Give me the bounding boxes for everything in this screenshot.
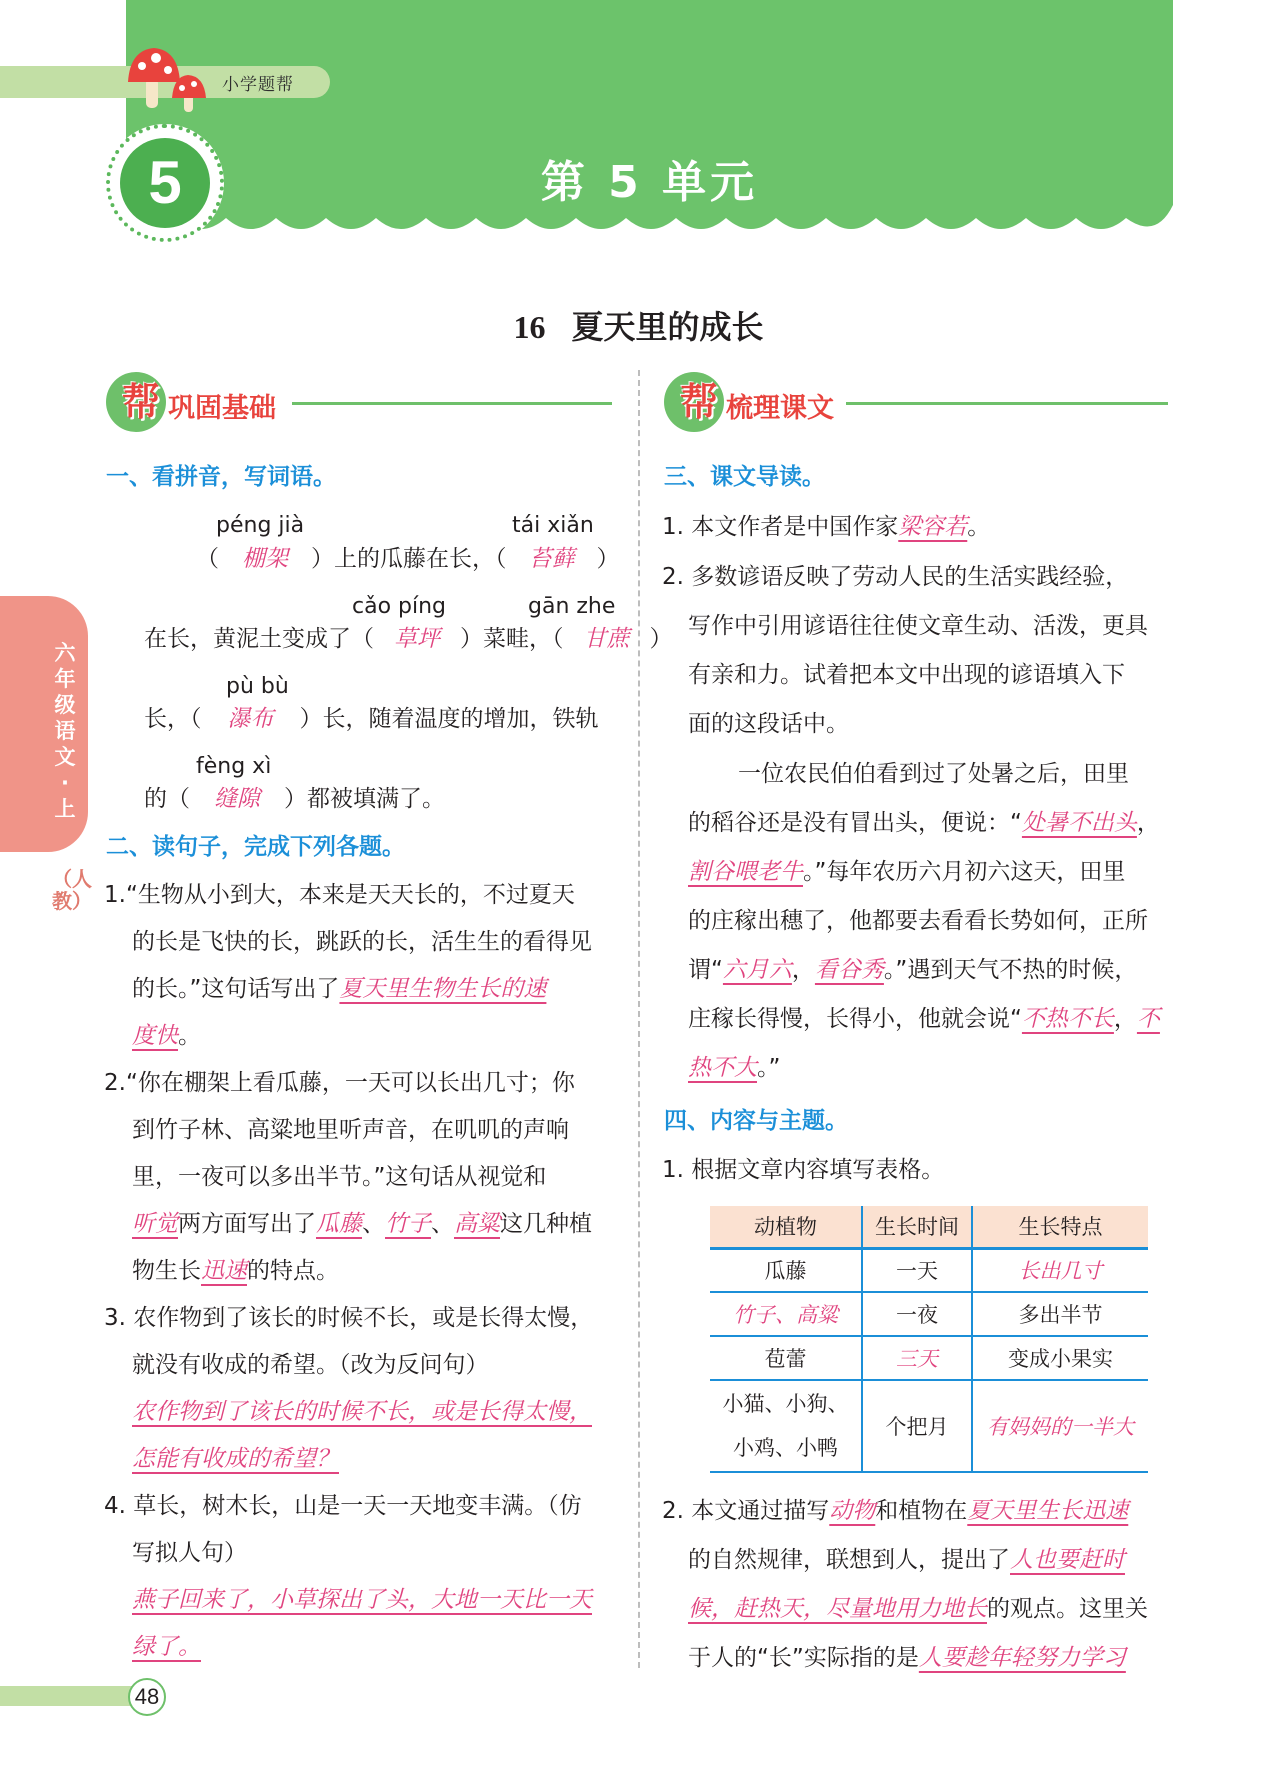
brand-name: 小学题帮 — [222, 75, 294, 95]
section-header-basics — [106, 372, 612, 428]
q4-item-2-line: 2. 本文通过描写动物和植物在夏天里生长迅速 — [662, 1498, 1129, 1524]
passage-line: 割谷喂老牛。”每年农历六月初六这天，田里 — [688, 859, 1126, 885]
answer: 割谷喂老牛 — [688, 859, 803, 885]
passage-line: 的庄稼出穗了，他都要去看看长势如何，正所 — [688, 908, 1148, 934]
section-title: 梳理课文 — [726, 393, 834, 424]
question-2-title: 二、读句子，完成下列各题。 — [106, 834, 405, 860]
q2-item-3-line: 3. 农作物到了该长的时候不长，或是长得太慢， — [104, 1305, 594, 1331]
q2-item-3-answer: 怎能有收成的希望？ — [132, 1446, 339, 1472]
pinyin: fèng xì — [196, 754, 272, 779]
passage-line: 热不大。” — [688, 1055, 781, 1081]
answer: 梁容若 — [898, 514, 968, 540]
q3-item-2-line: 写作中引用谚语往往使文章生动、活泼，更具 — [688, 613, 1148, 639]
answer: 高粱 — [454, 1211, 500, 1237]
q4-item-2-line: 的自然规律，联想到人，提出了人也要赶时 — [688, 1547, 1125, 1573]
growth-table — [710, 1206, 1148, 1473]
q2-item-1-line: 度快。 — [132, 1023, 201, 1049]
section-header-review — [664, 372, 1168, 428]
answer: 人要趁年轻努力学习 — [918, 1645, 1126, 1671]
table-cell-answer: 长出几寸 — [972, 1248, 1148, 1292]
q2-item-2-line: 物生长迅速的特点。 — [132, 1258, 339, 1284]
table-cell: 一夜 — [862, 1292, 972, 1336]
passage-line: 一位农民伯伯看到过了处暑之后，田里 — [738, 761, 1129, 787]
passage-line: 庄稼长得慢，长得小，他就会说“不热不长，不 — [688, 1006, 1160, 1032]
bang-glyph: 帮 — [122, 380, 161, 424]
answer: 棚架 — [242, 546, 288, 572]
pinyin: tái xiǎn — [512, 513, 594, 538]
answer: 苔藓 — [528, 546, 575, 572]
table-header: 动植物 — [710, 1206, 862, 1248]
section-rule — [846, 402, 1168, 405]
column-divider — [638, 370, 640, 1668]
answer: 候，赶热天，尽量地用力地长 — [688, 1596, 987, 1622]
unit-banner — [126, 0, 1173, 250]
answer: 甘蔗 — [583, 626, 630, 652]
q4-item-2-line: 于人的“长”实际指的是人要趁年轻努力学习 — [688, 1645, 1126, 1671]
answer: 草坪 — [394, 626, 440, 652]
answer: 不 — [1136, 1006, 1160, 1032]
q4-item-2-line: 候，赶热天，尽量地用力地长的观点。这里关 — [688, 1596, 1148, 1622]
mushroom-icon — [126, 44, 216, 116]
table-cell: 多出半节 — [972, 1292, 1148, 1336]
passage-line: 的稻谷还是没有冒出头，便说：“处暑不出头， — [688, 810, 1160, 836]
q2-item-4-answer: 绿了。 — [132, 1634, 201, 1660]
question-1-title: 一、看拼音，写词语。 — [106, 464, 336, 490]
edition-label: （人教） — [52, 867, 92, 913]
q2-item-4-line: 4. 草长，树木长，山是一天一天地变丰满。（仿 — [104, 1493, 582, 1519]
lesson-title — [0, 302, 1277, 348]
answer: 人也要赶时 — [1010, 1547, 1125, 1573]
pinyin: péng jià — [216, 513, 305, 538]
table-header: 生长特点 — [972, 1206, 1148, 1248]
table-cell: 苞蕾 — [710, 1336, 862, 1380]
table-cell: 瓜藤 — [710, 1248, 862, 1292]
q3-item-2-line: 2. 多数谚语反映了劳动人民的生活实践经验， — [662, 564, 1129, 590]
q2-item-4-line: 写拟人句） — [132, 1540, 247, 1566]
header-stripe — [0, 66, 130, 98]
table-cell: 小猫、小狗、 小鸡、小鸭 — [710, 1380, 862, 1472]
lesson-number: 16 — [513, 309, 546, 345]
q3-item-2-line: 有亲和力。试着把本文中出现的谚语填入下 — [688, 662, 1125, 688]
table-cell: 变成小果实 — [972, 1336, 1148, 1380]
answer: 不热不长 — [1021, 1006, 1114, 1032]
answer: 夏天里生物生长的速 — [339, 976, 547, 1002]
table-cell-answer: 有妈妈的一半大 — [972, 1380, 1148, 1472]
lesson-name: 夏天里的成长 — [571, 308, 764, 346]
fill-line-3: 长，（ 瀑布 ）长，随着温度的增加，铁轨 — [144, 706, 599, 732]
answer: 瓜藤 — [316, 1211, 362, 1237]
table-header-row — [710, 1206, 1148, 1248]
table-cell: 个把月 — [862, 1380, 972, 1472]
fill-line-1: （ 棚架 ）上的瓜藤在长，（ 苔藓 ） — [196, 546, 620, 572]
q2-item-2-line: 2.“你在棚架上看瓜藤，一天可以长出几寸；你 — [104, 1070, 575, 1096]
q2-item-2-line: 到竹子林、高粱地里听声音，在叽叽的声响 — [132, 1117, 569, 1143]
q4-item-1: 1. 根据文章内容填写表格。 — [662, 1157, 945, 1183]
answer: 热不大 — [688, 1055, 757, 1081]
answer: 六月六 — [722, 957, 792, 983]
unit-title: 第 5 单元 — [540, 157, 759, 208]
q2-item-1-line: 的长。”这句话写出了夏天里生物生长的速 — [132, 976, 547, 1002]
unit-number: 5 — [120, 138, 210, 228]
answer: 缝隙 — [214, 786, 260, 812]
pinyin: cǎo píng — [352, 594, 447, 619]
table-cell: 一天 — [862, 1248, 972, 1292]
q3-item-1: 1. 本文作者是中国作家梁容若。 — [662, 514, 991, 540]
answer: 瀑布 — [227, 706, 274, 732]
answer: 听觉 — [132, 1211, 178, 1237]
q2-item-3-line: 就没有收成的希望。（改为反问句） — [132, 1352, 489, 1378]
q2-item-1-line: 的长是飞快的长，跳跃的长，活生生的看得见 — [132, 929, 592, 955]
answer: 夏天里生长迅速 — [967, 1498, 1129, 1524]
table-header: 生长时间 — [862, 1206, 972, 1248]
q3-item-2-line: 面的这段话中。 — [688, 711, 849, 737]
question-4-title: 四、内容与主题。 — [664, 1108, 848, 1134]
fill-line-4: 的（ 缝隙 ）都被填满了。 — [144, 786, 445, 812]
table-cell-answer: 竹子、高粱 — [710, 1292, 862, 1336]
passage-line: 谓“六月六，看谷秀。”遇到天气不热的时候， — [688, 957, 1138, 983]
section-rule — [292, 402, 612, 405]
q2-item-1-line: 1.“生物从小到大，本来是天天长的，不过夏天 — [104, 882, 575, 908]
answer: 竹子 — [385, 1211, 431, 1237]
footer-stripe — [0, 1686, 134, 1706]
section-title: 巩固基础 — [168, 393, 276, 424]
answer: 看谷秀 — [814, 957, 884, 983]
page-number: 48 — [128, 1678, 166, 1716]
answer: 动物 — [829, 1498, 876, 1524]
bang-glyph: 帮 — [680, 380, 719, 424]
table-cell-answer: 三天 — [862, 1336, 972, 1380]
pinyin: pù bù — [226, 674, 289, 699]
pinyin: gān zhe — [528, 594, 616, 619]
table-row — [710, 1292, 1148, 1336]
answer: 迅速 — [201, 1258, 247, 1284]
fill-line-2: 在长，黄泥土变成了（ 草坪 ）菜畦，（ 甘蔗 ） — [144, 626, 673, 652]
q2-item-2-line: 听觉两方面写出了瓜藤、竹子、高粱这几种植 — [132, 1211, 592, 1237]
q2-item-3-answer: 农作物到了该长的时候不长，或是长得太慢， — [132, 1399, 592, 1425]
answer: 处暑不出头 — [1021, 810, 1137, 836]
answer: 度快 — [132, 1023, 178, 1049]
question-3-title: 三、课文导读。 — [664, 464, 825, 490]
q2-item-2-line: 里，一夜可以多出半节。”这句话从视觉和 — [132, 1164, 547, 1190]
table-row — [710, 1248, 1148, 1292]
grade-label: 六年级语文·上 — [54, 641, 76, 821]
table-row — [710, 1380, 1148, 1472]
q2-item-4-answer: 燕子回来了，小草探出了头，大地一天比一天 — [132, 1587, 592, 1613]
table-row — [710, 1336, 1148, 1380]
